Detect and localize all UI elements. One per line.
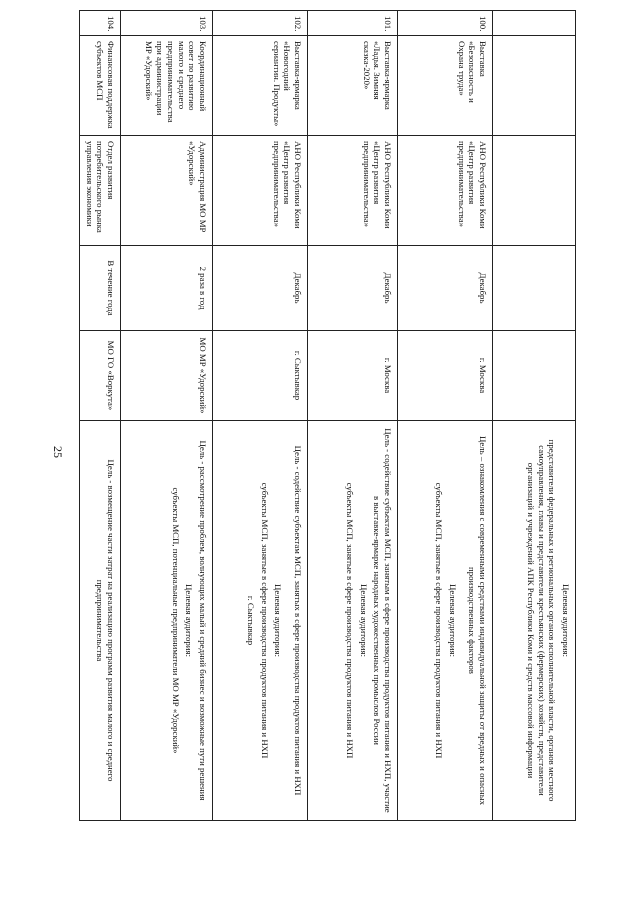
description [493,421,576,821]
term: 2 раза в год [121,246,213,331]
term: Декабрь [308,246,398,331]
row-number: 104. [79,11,120,36]
description-line: субъекты МСП, занятые в сфере производства продуктов питания и НХП [433,482,444,759]
description-line: Целевая аудитория: [273,584,284,657]
description-line: Цель – ознакомления с современными средствами индивидуальной защиты от вредных и опасных производственных факторов [467,435,488,805]
place: МО МР «Удорский» [121,331,213,421]
event-name: Координационный совет по развитию малого и среднего предпринимательства при администрации МР «Удорский» [121,36,213,136]
description [121,421,213,821]
description-line: Целевая аудитория: [358,584,369,657]
place [493,331,576,421]
place: г. Москва [398,331,493,421]
term: В течение года [79,246,120,331]
event-name: Выставка-ярмарка «Новогодний сериантин. Продукты» [213,36,308,136]
place: МО ГО «Воркута» [79,331,120,421]
event-name: Финансовая поддержка субъектов МСП [79,36,120,136]
organizer: АНО Республики Коми «Центр развития предпринимательства» [398,136,493,246]
table-row [213,11,308,821]
table-row [121,11,213,821]
row-number: 103. [121,11,213,36]
description-line: Цель - содействие субъектам МСП, занятым в сфере производства продуктов питания и НХП, участие в выставке-ярмарке народных художественных промыслов России [372,428,393,813]
description-line: субъекты МСП, занятые в сфере производства продуктов питания и НХП [259,482,270,759]
event-name [493,36,576,136]
event-name: Выставка «Безопасность и Охрана труда» [398,36,493,136]
row-number: 100. [398,11,493,36]
description-line: Цель - рассмотрение проблем, волнующих малый и средний бизнес и возможные пути решения [198,440,208,801]
description-line: Целевая аудитория: [561,584,571,657]
page-number: 25 [51,446,65,458]
organizer: Администрация МО МР «Удорский» [121,136,213,246]
place: г. Сыктывкар [213,331,308,421]
organizer: АНО Республики Коми «Центр развития предпринимательства» [213,136,308,246]
rotated-page [81,10,576,820]
organizer [493,136,576,246]
description-line: субъекты МСП, потенциальные предприниматели МО МР «Удорский» [170,487,181,754]
row-number [493,11,576,36]
term: Декабрь [213,246,308,331]
description [308,421,398,821]
table-row [398,11,493,821]
row-number: 102. [213,11,308,36]
table-row [308,11,398,821]
organizer: Отдел развития потребительского рынка управления экономики [79,136,120,246]
organizer: АНО Республики Коми «Центр развития предпринимательства» [308,136,398,246]
place: г. Москва [308,331,398,421]
term [493,246,576,331]
table-row [493,11,576,821]
description-line: Целевая аудитория: [447,584,458,657]
row-number: 101. [308,11,398,36]
description [213,421,308,821]
description-line: г. Сыктывкар [245,595,256,646]
event-name: Выставка-ярмарка «Ладья. Зимняя сказка-2020» [308,36,398,136]
description-line: представители федеральных и региональных органов исполнительной власти, органов местного самоуправления, главы и представители крестьянских (фермерских) хозяйств, представители организаций и учреждений АПК Республики Коми и средств массовой информации [525,439,558,802]
description-line: Целевая аудитория: [184,584,195,657]
events-table [79,10,576,821]
description [398,421,493,821]
term: Декабрь [398,246,493,331]
description-line: Цель - возмещение части затрат на реализацию программ развития малого и среднего предпринимательства [95,459,116,782]
description-line: субъекты МСП, занятые в сфере производства продуктов питания и НХП [344,482,355,759]
description-line: Цель - содействие субъектам МСП, занятых в сфере производства продуктов питания и НХП [293,445,303,796]
table-row [79,11,120,821]
description [79,421,120,821]
